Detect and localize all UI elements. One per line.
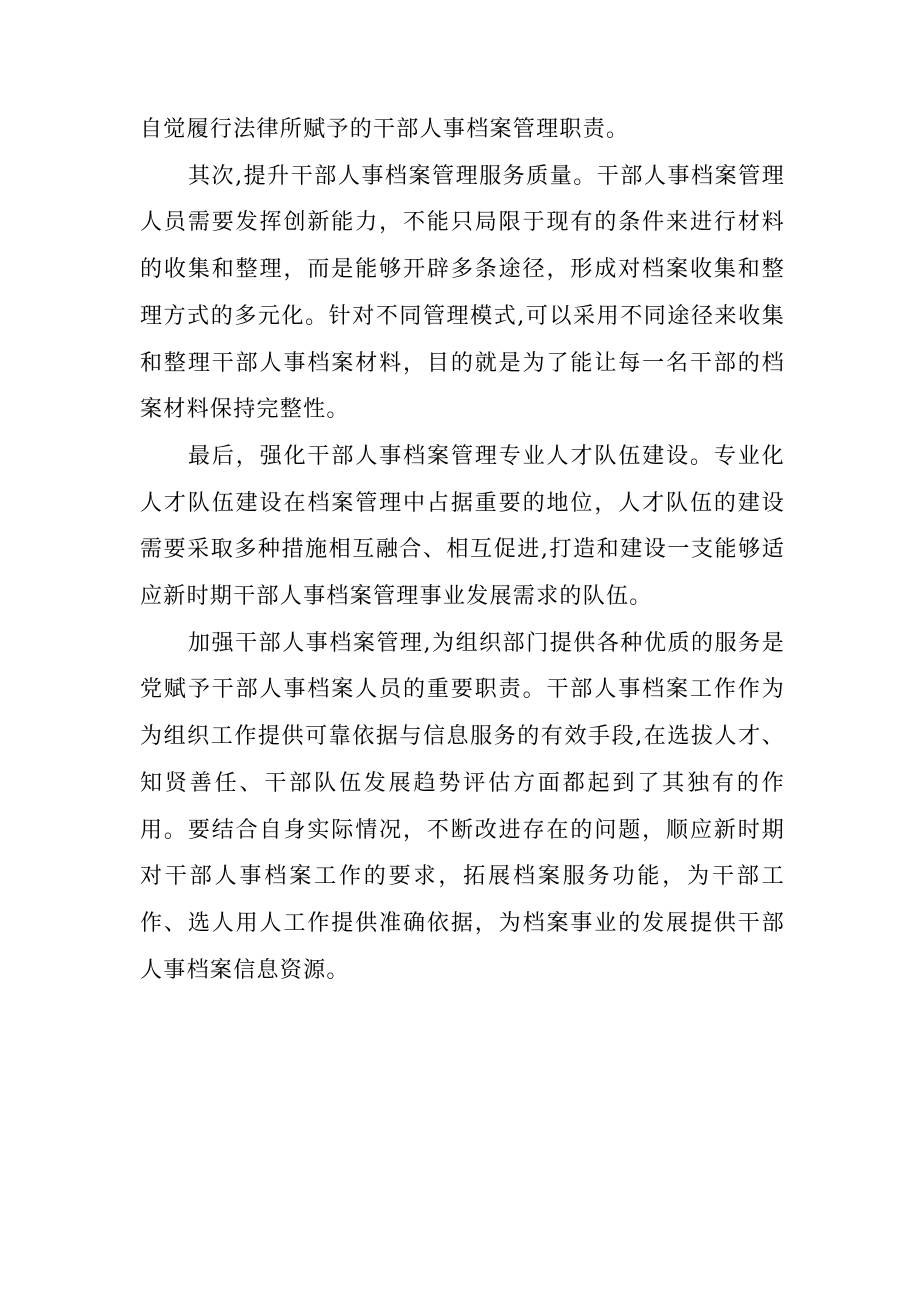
body-text	[140, 107, 785, 994]
paragraph-service-quality: 其次,提升干部人事档案管理服务质量。干部人事档案管理人员需要发挥创新能力，不能只局限于现有的条件来进行材料的收集和整理，而是能够开辟多条途径，形成对档案收集和整理方式的多元化。针对不同管理模式,可以采用不同途径来收集和整理干部人事档案材料，目的就是为了能让每一名干部的档案材料保持完整性。	[140, 163, 785, 423]
paragraph-continuation: 自觉履行法律所赋予的干部人事档案管理职责。	[140, 117, 630, 142]
paragraph-talent-team: 最后，强化干部人事档案管理专业人才队伍建设。专业化人才队伍建设在档案管理中占据重要的地位，人才队伍的建设需要采取多种措施相互融合、相互促进,打造和建设一支能够适应新时期干部人事档案管理事业发展需求的队伍。	[140, 443, 785, 610]
paragraph-conclusion: 加强干部人事档案管理,为组织部门提供各种优质的服务是党赋予干部人事档案人员的重要职责。干部人事档案工作作为为组织工作提供可靠依据与信息服务的有效手段,在选拔人才、知贤善任、干部队伍发展趋势评估方面都起到了其独有的作用。要结合自身实际情况，不断改进存在的问题，顺应新时期对干部人事档案工作的要求，拓展档案服务功能，为干部工作、选人用人工作提供准确依据，为档案事业的发展提供干部人事档案信息资源。	[140, 630, 785, 983]
